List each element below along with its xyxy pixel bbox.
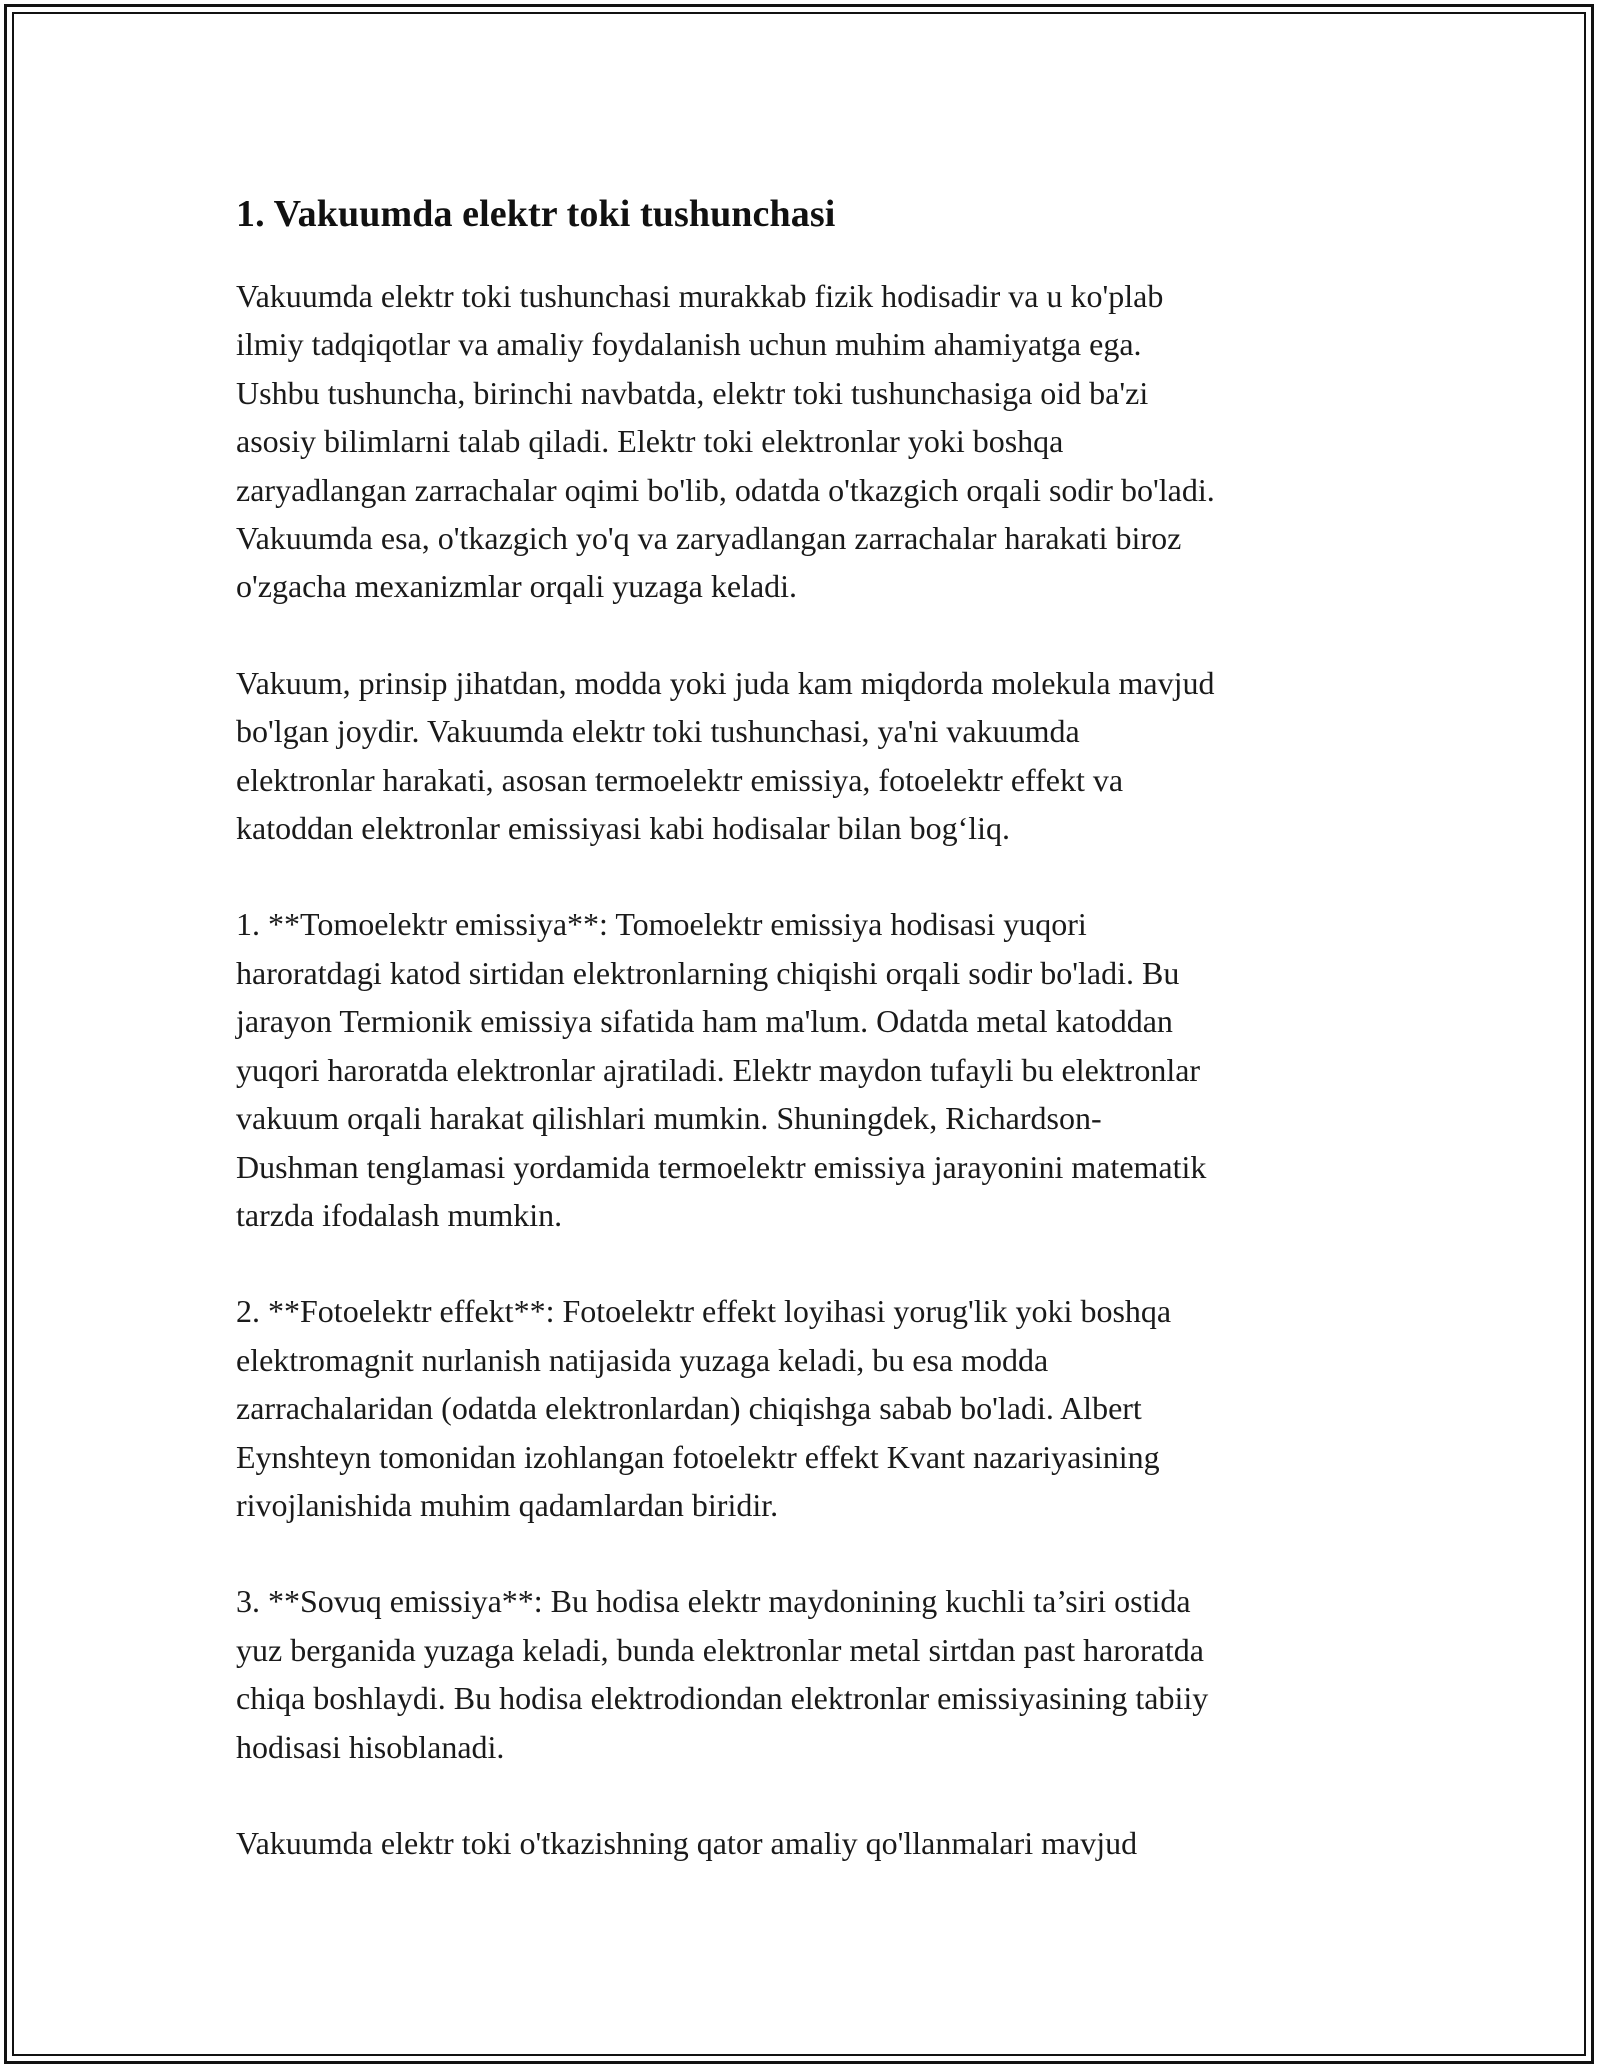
paragraph-cold-emission: 3. **Sovuq emissiya**: Bu hodisa elektr maydonining kuchli ta’siri ostida yuz berganida yuzaga keladi, bunda elektronlar metal sirtdan past haroratda chiqa boshlaydi. Bu hodisa elektrodiondan elektronlar emissiyasining tabiiy hodisasi hisoblanadi. (236, 1583, 1209, 1765)
document-page (236, 190, 1376, 1915)
section-heading: 1. Vakuumda elektr toki tushunchasi (236, 193, 836, 235)
paragraph-thermionic-emission: 1. **Tomoelektr emissiya**: Tomoelektr emissiya hodisasi yuqori haroratdagi katod sirtidan elektronlarning chiqishi orqali sodir bo'ladi. Bu jarayon Termionik emissiya sifatida ham ma'lum. Odatda metal katoddan yuqori haroratda elektronlar ajratiladi. Elektr maydon tufayli bu elektronlar vakuum orqali harakat qilishlari mumkin. Shuningdek, Richardson- Dushman tenglamasi yordamida termoelektr emissiya jarayonini matematik tarzda ifodalash mumkin. (236, 906, 1207, 1233)
paragraph-intro: Vakuumda elektr toki tushunchasi murakkab fizik hodisadir va u ko'plab ilmiy tadqiqotlar va amaliy foydalanish uchun muhim ahamiyatga ega. Ushbu tushuncha, birinchi navbatda, elektr toki tushunchasiga oid ba'zi asosiy bilimlarni talab qiladi. Elektr toki elektronlar yoki boshqa zaryadlangan zarrachalar oqimi bo'lib, odatda o'tkazgich orqali sodir bo'ladi. Vakuumda esa, o'tkazgich yo'q va zaryadlangan zarrachalar harakati biroz o'zgacha mexanizmlar orqali yuzaga keladi. (236, 278, 1215, 605)
paragraph-applications: Vakuumda elektr toki o'tkazishning qator amaliy qo'llanmalari mavjud (236, 1824, 1138, 1861)
paragraph-vacuum-definition: Vakuum, prinsip jihatdan, modda yoki juda kam miqdorda molekula mavjud bo'lgan joydir. Vakuumda elektr toki tushunchasi, ya'ni vakuumda elektronlar harakati, asosan termoelektr emissiya, fotoelektr effekt va katoddan elektronlar emissiyasi kabi hodisalar bilan bog‘liq. (236, 664, 1215, 847)
paragraph-photoelectric-effect: 2. **Fotoelektr effekt**: Fotoelektr effekt loyihasi yorug'lik yoki boshqa elektromagnit nurlanish natijasida yuzaga keladi, bu esa modda zarrachalaridan (odatda elektronlardan) chiqishga sabab bo'ladi. Albert Eynshteyn tomonidan izohlangan fotoelektr effekt Kvant nazariyasining rivojlanishida muhim qadamlardan biridir. (236, 1293, 1172, 1523)
